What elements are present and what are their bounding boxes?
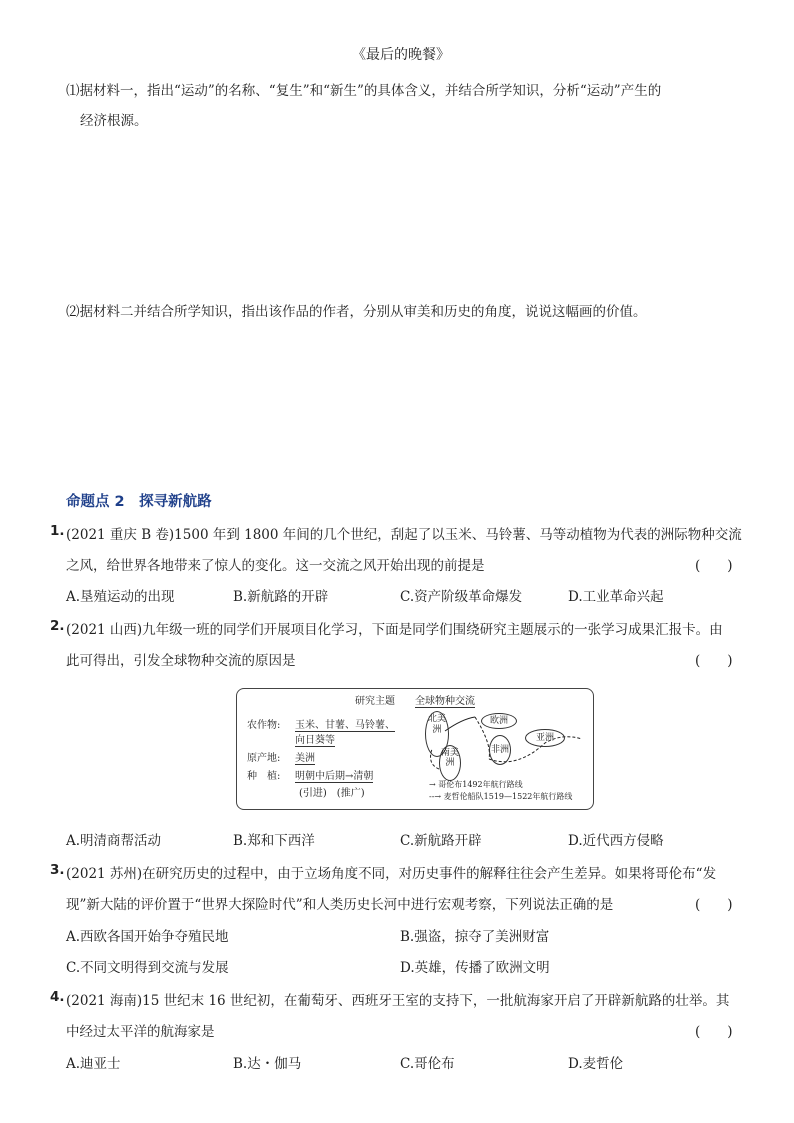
figure-origin-label: 原产地: [247, 753, 281, 764]
question-3-line1: (2021 苏州)在研究历史的过程中，由于立场角度不同，对历史事件的解释往往会产生差异。如果将哥伦布“发 [66, 866, 717, 882]
question-3-option-c[interactable]: C.不同文明得到交流与发展 [66, 960, 229, 976]
figure-legend-columbus: → 哥伦布1492年航行路线 [429, 780, 523, 789]
map-africa: 非洲 [489, 735, 511, 765]
question-4-line2: 中经过太平洋的航海家是 [66, 1024, 215, 1040]
question-3-option-b[interactable]: B.强盗，掠夺了美洲财富 [400, 929, 550, 945]
question-3-number: 3. [50, 862, 65, 878]
figure-origin-value: 美洲 [295, 749, 315, 765]
question-2-number: 2. [50, 618, 65, 634]
question-2-answer-blank: ( ) [695, 653, 733, 669]
question-4-line1: (2021 海南)15 世纪末 16 世纪初，在葡萄牙、西班牙王室的支持下，一批航海家开启了开辟新航路的壮举。其 [66, 993, 730, 1009]
question-4-answer-blank: ( ) [695, 1024, 733, 1040]
figure-plant-label: 种 植: [247, 771, 281, 782]
question-part1-line1: ⑴据材料一，指出“运动”的名称、“复生”和“新生”的具体含义，并结合所学知识，分析“运动”产生的 [66, 83, 662, 99]
map-north-america: 北美洲 [425, 711, 449, 757]
figure-crops-value-2: 向日葵等 [295, 731, 335, 747]
question-2-line2: 此可得出，引发全球物种交流的原因是 [66, 653, 296, 669]
figure-topic-label: 研究主题 [355, 696, 395, 707]
question-4-option-b[interactable]: B.达・伽马 [233, 1056, 302, 1072]
question-1-option-c[interactable]: C.资产阶级革命爆发 [400, 589, 523, 605]
section-title: 命题点 2 探寻新航路 [66, 494, 212, 510]
question-3-option-a[interactable]: A.西欧各国开始争夺殖民地 [66, 929, 229, 945]
question-part2-line1: ⑵据材料二并结合所学知识，指出该作品的作者，分别从审美和历史的角度，说说这幅画的价值。 [66, 304, 647, 320]
question-1-answer-blank: ( ) [695, 558, 733, 574]
figure-plant-sub: (引进) (推广) [299, 788, 365, 799]
question-part1-line2: 经济根源。 [80, 113, 148, 129]
question-4-option-c[interactable]: C.哥伦布 [400, 1056, 455, 1072]
question-1-option-d[interactable]: D.工业革命兴起 [568, 589, 664, 605]
painting-caption: 《最后的晚餐》 [352, 47, 450, 63]
question-2-option-b[interactable]: B.郑和下西洋 [233, 833, 315, 849]
study-card-figure [236, 688, 594, 810]
question-3-line2: 现”新大陆的评价置于“世界大探险时代”和人类历史长河中进行宏观考察，下列说法正确的是 [66, 897, 614, 913]
question-1-option-a[interactable]: A.垦殖运动的出现 [66, 589, 175, 605]
question-2-option-d[interactable]: D.近代西方侵略 [568, 833, 664, 849]
map-south-america: 南美洲 [439, 745, 461, 781]
figure-crops-label: 农作物: [247, 720, 281, 731]
question-2-line1: (2021 山西)九年级一班的同学们开展项目化学习，下面是同学们围绕研究主题展示的一张学习成果汇报卡。由 [66, 622, 723, 638]
question-1-line2: 之风，给世界各地带来了惊人的变化。这一交流之风开始出现的前提是 [66, 558, 485, 574]
question-4-number: 4. [50, 989, 65, 1005]
map-europe: 欧洲 [481, 713, 517, 729]
figure-crops-value-1: 玉米、甘薯、马铃薯、 [295, 716, 395, 732]
question-2-option-a[interactable]: A.明清商帮活动 [66, 833, 162, 849]
figure-plant-value: 明朝中后期→清朝 [295, 767, 373, 783]
question-3-option-d[interactable]: D.英雄，传播了欧洲文明 [400, 960, 550, 976]
question-3-answer-blank: ( ) [695, 897, 733, 913]
route-columbus-line [445, 717, 475, 731]
question-4-option-a[interactable]: A.迪亚士 [66, 1056, 121, 1072]
question-1-number: 1. [50, 523, 65, 539]
figure-topic-value: 全球物种交流 [415, 692, 475, 708]
figure-legend-magellan: --→ 麦哲伦船队1519—1522年航行路线 [429, 792, 573, 801]
question-1-option-b[interactable]: B.新航路的开辟 [233, 589, 329, 605]
map-asia: 亚洲 [525, 729, 565, 747]
question-1-line1: (2021 重庆 B 卷)1500 年到 1800 年间的几个世纪，刮起了以玉米、马铃薯、马等动植物为代表的洲际物种交流 [66, 527, 742, 543]
question-4-option-d[interactable]: D.麦哲伦 [568, 1056, 624, 1072]
question-2-option-c[interactable]: C.新航路开辟 [400, 833, 482, 849]
